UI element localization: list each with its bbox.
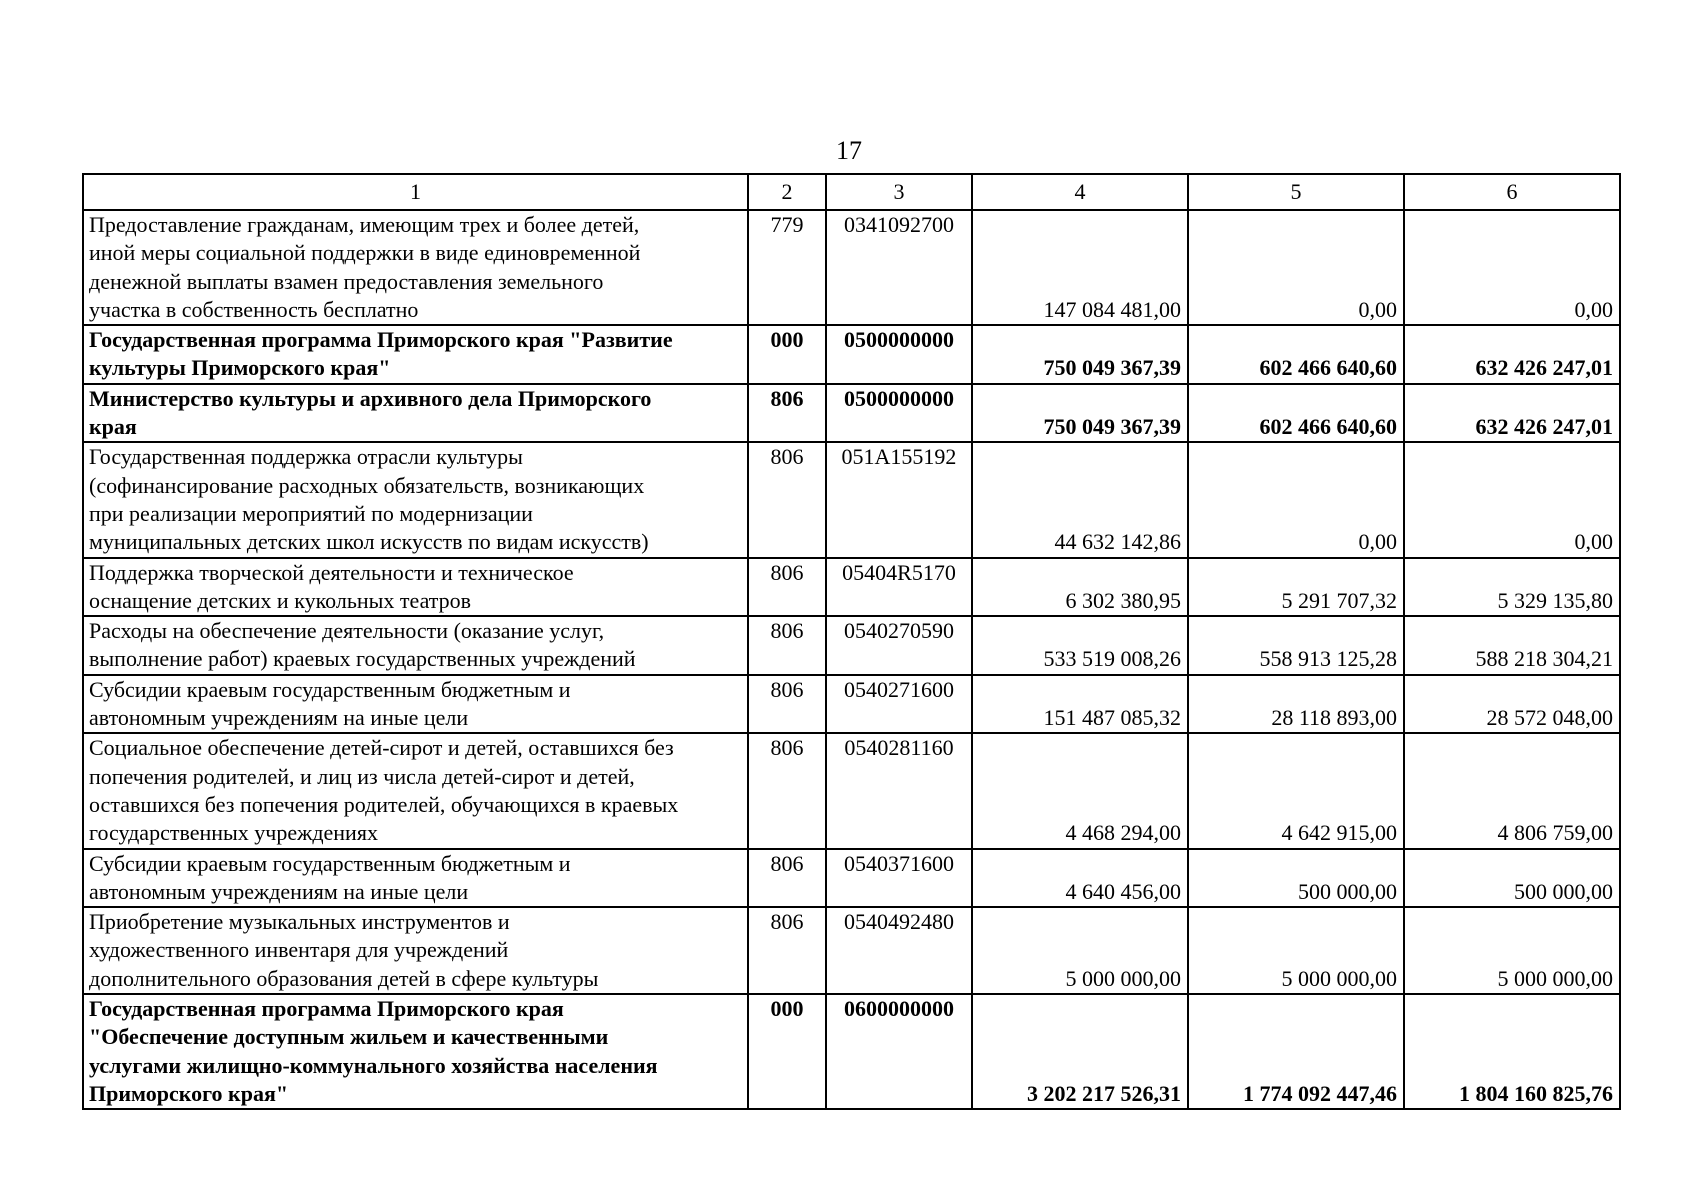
table-row <box>83 558 1620 617</box>
target-code-cell: 0341092700 <box>826 210 972 325</box>
admin-code-cell: 806 <box>748 384 826 443</box>
item-name-cell: Расходы на обеспечение деятельности (оказание услуг, выполнение работ) краевых государственных учреждений <box>83 616 748 675</box>
amount-col5-cell: 500 000,00 <box>1188 849 1404 908</box>
table-row <box>83 733 1620 848</box>
table-row <box>83 907 1620 994</box>
item-name-cell: Приобретение музыкальных инструментов и художественного инвентаря для учреждений дополнительного образования детей в сфере культуры <box>83 907 748 994</box>
header-cell: 1 <box>83 174 748 210</box>
table-row <box>83 210 1620 325</box>
item-name-cell: Министерство культуры и архивного дела Приморского края <box>83 384 748 443</box>
admin-code-cell: 806 <box>748 849 826 908</box>
amount-col4-cell: 151 487 085,32 <box>972 675 1188 734</box>
table-row <box>83 849 1620 908</box>
admin-code-cell: 779 <box>748 210 826 325</box>
amount-col5-cell: 1 774 092 447,46 <box>1188 994 1404 1109</box>
admin-code-cell: 806 <box>748 616 826 675</box>
amount-col6-cell: 4 806 759,00 <box>1404 733 1620 848</box>
header-row <box>83 174 1620 210</box>
budget-table <box>82 173 1621 1110</box>
admin-code-cell: 806 <box>748 907 826 994</box>
amount-col5-cell: 558 913 125,28 <box>1188 616 1404 675</box>
item-name-cell: Государственная программа Приморского края "Развитие культуры Приморского края" <box>83 325 748 384</box>
amount-col6-cell: 588 218 304,21 <box>1404 616 1620 675</box>
amount-col5-cell: 5 291 707,32 <box>1188 558 1404 617</box>
item-name-cell: Субсидии краевым государственным бюджетным и автономным учреждениям на иные цели <box>83 675 748 734</box>
amount-col4-cell: 6 302 380,95 <box>972 558 1188 617</box>
target-code-cell: 0600000000 <box>826 994 972 1109</box>
header-cell: 5 <box>1188 174 1404 210</box>
item-name-cell: Государственная программа Приморского края "Обеспечение доступным жильем и качественными услугами жилищно-коммунального хозяйства населения Приморского края" <box>83 994 748 1109</box>
amount-col6-cell: 632 426 247,01 <box>1404 384 1620 443</box>
item-name-cell: Поддержка творческой деятельности и техническое оснащение детских и кукольных театров <box>83 558 748 617</box>
amount-col4-cell: 750 049 367,39 <box>972 384 1188 443</box>
amount-col5-cell: 4 642 915,00 <box>1188 733 1404 848</box>
amount-col4-cell: 4 640 456,00 <box>972 849 1188 908</box>
header-cell: 2 <box>748 174 826 210</box>
admin-code-cell: 000 <box>748 325 826 384</box>
amount-col6-cell: 1 804 160 825,76 <box>1404 994 1620 1109</box>
admin-code-cell: 000 <box>748 994 826 1109</box>
amount-col5-cell: 5 000 000,00 <box>1188 907 1404 994</box>
header-cell: 3 <box>826 174 972 210</box>
target-code-cell: 0540270590 <box>826 616 972 675</box>
amount-col6-cell: 5 329 135,80 <box>1404 558 1620 617</box>
amount-col4-cell: 750 049 367,39 <box>972 325 1188 384</box>
target-code-cell: 051A155192 <box>826 442 972 557</box>
amount-col5-cell: 0,00 <box>1188 210 1404 325</box>
target-code-cell: 0500000000 <box>826 384 972 443</box>
amount-col5-cell: 602 466 640,60 <box>1188 384 1404 443</box>
amount-col4-cell: 533 519 008,26 <box>972 616 1188 675</box>
admin-code-cell: 806 <box>748 733 826 848</box>
amount-col5-cell: 602 466 640,60 <box>1188 325 1404 384</box>
target-code-cell: 0540281160 <box>826 733 972 848</box>
amount-col6-cell: 632 426 247,01 <box>1404 325 1620 384</box>
amount-col4-cell: 147 084 481,00 <box>972 210 1188 325</box>
amount-col4-cell: 5 000 000,00 <box>972 907 1188 994</box>
header-cell: 6 <box>1404 174 1620 210</box>
item-name-cell: Предоставление гражданам, имеющим трех и более детей, иной меры социальной поддержки в виде единовременной денежной выплаты взамен предоставления земельного участка в собственность бесплатно <box>83 210 748 325</box>
target-code-cell: 0540371600 <box>826 849 972 908</box>
amount-col6-cell: 5 000 000,00 <box>1404 907 1620 994</box>
target-code-cell: 0500000000 <box>826 325 972 384</box>
amount-col6-cell: 500 000,00 <box>1404 849 1620 908</box>
amount-col6-cell: 28 572 048,00 <box>1404 675 1620 734</box>
table-row <box>83 994 1620 1109</box>
table-row <box>83 616 1620 675</box>
amount-col4-cell: 4 468 294,00 <box>972 733 1188 848</box>
target-code-cell: 0540492480 <box>826 907 972 994</box>
item-name-cell: Государственная поддержка отрасли культуры (софинансирование расходных обязательств, возникающих при реализации мероприятий по модернизации муниципальных детских школ искусств по видам искусств) <box>83 442 748 557</box>
page-number: 17 <box>836 136 862 165</box>
admin-code-cell: 806 <box>748 675 826 734</box>
item-name-cell: Субсидии краевым государственным бюджетным и автономным учреждениям на иные цели <box>83 849 748 908</box>
table-row <box>83 384 1620 443</box>
target-code-cell: 0540271600 <box>826 675 972 734</box>
amount-col5-cell: 0,00 <box>1188 442 1404 557</box>
amount-col4-cell: 44 632 142,86 <box>972 442 1188 557</box>
table-row <box>83 325 1620 384</box>
amount-col4-cell: 3 202 217 526,31 <box>972 994 1188 1109</box>
amount-col5-cell: 28 118 893,00 <box>1188 675 1404 734</box>
header-cell: 4 <box>972 174 1188 210</box>
amount-col6-cell: 0,00 <box>1404 442 1620 557</box>
target-code-cell: 05404R5170 <box>826 558 972 617</box>
admin-code-cell: 806 <box>748 558 826 617</box>
amount-col6-cell: 0,00 <box>1404 210 1620 325</box>
table-row <box>83 675 1620 734</box>
item-name-cell: Социальное обеспечение детей-сирот и детей, оставшихся без попечения родителей, и лиц из числа детей-сирот и детей, оставшихся без попечения родителей, обучающихся в краевых государственных учреждениях <box>83 733 748 848</box>
table-row <box>83 442 1620 557</box>
admin-code-cell: 806 <box>748 442 826 557</box>
